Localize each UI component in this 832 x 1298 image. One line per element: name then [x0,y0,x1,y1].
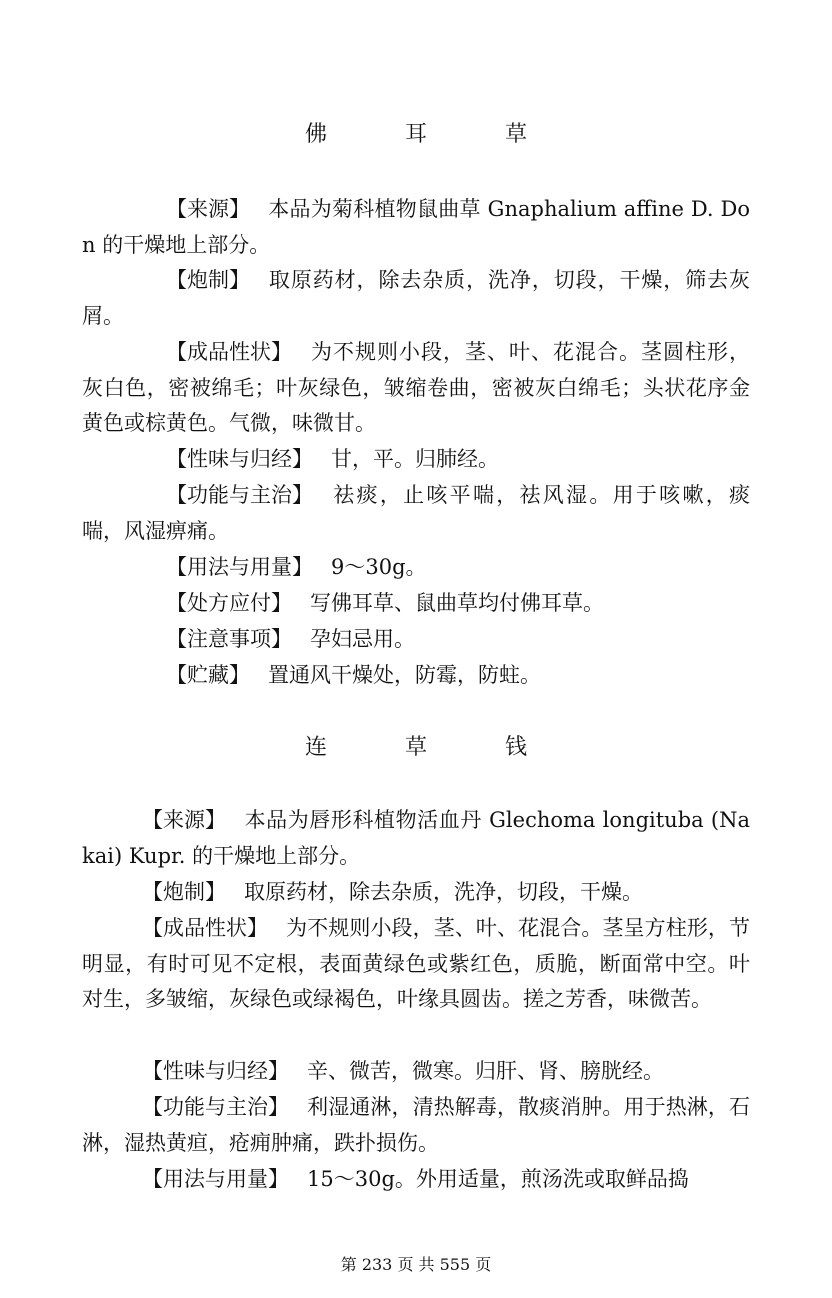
section-text: 祛痰，止咳平喘，祛风湿。用于咳嗽，痰喘，风湿痹痛。 [82,483,750,543]
section-text: 辛、微苦，微寒。归肝、肾、膀胱经。 [307,1059,664,1083]
section-text: 9～30g。 [331,555,427,579]
entry-title: 佛 耳 草 [304,122,555,147]
section-label: 【贮藏】 [166,663,250,687]
section-text: 本品为唇形科植物活血丹 Glechoma longituba (Nakai) Kupr. 的干燥地上部分。 [82,808,750,868]
page-footer: 第 233 页 共 555 页 [340,1255,492,1274]
entry-paragraph [82,911,750,1018]
entry-paragraph [82,586,750,622]
entry-paragraph [82,658,750,694]
section-text: 本品为菊科植物鼠曲草 Gnaphalium affine D. Don 的干燥地上部分。 [82,197,750,257]
section-label: 【性味与归经】 [142,1059,289,1083]
entry-paragraph [82,622,750,658]
entry-paragraph [82,550,750,586]
section-text: 利湿通淋，清热解毒，散痰消肿。用于热淋，石淋，湿热黄疸，疮痈肿痛，跌扑损伤。 [82,1095,750,1155]
entry-paragraph [82,478,750,549]
section-text: 置通风干燥处，防霉，防蛀。 [268,663,541,687]
entry-paragraph [82,192,750,263]
entry-paragraph [82,335,750,442]
entry-paragraph [82,1090,750,1161]
section-label: 【功能与主治】 [166,483,313,507]
section-text: 为不规则小段，茎、叶、花混合。茎圆柱形，灰白色，密被绵毛；叶灰绿色，皱缩卷曲，密被灰白绵毛；头状花序金黄色或棕黄色。气微，味微甘。 [82,340,750,435]
section-label: 【炮制】 [166,268,250,292]
entry-paragraph [82,442,750,478]
section-text: 取原药材，除去杂质，洗净，切段，干燥，筛去灰屑。 [82,268,750,328]
section-label: 【用法与用量】 [166,555,313,579]
section-label: 【来源】 [166,197,250,221]
section-label: 【性味与归经】 [166,447,313,471]
section-text: 写佛耳草、鼠曲草均付佛耳草。 [310,591,604,615]
entry-paragraph [82,1054,750,1090]
section-label: 【炮制】 [142,880,226,904]
section-label: 【成品性状】 [142,916,268,940]
section-text: 取原药材，除去杂质，洗净，切段，干燥。 [244,880,643,904]
section-label: 【处方应付】 [166,591,292,615]
entry-paragraph [82,1162,750,1198]
section-text: 为不规则小段，茎、叶、花混合。茎呈方柱形，节明显，有时可见不定根，表面黄绿色或紫红色，质脆，断面常中空。叶对生，多皱缩，灰绿色或绿褐色，叶缘具圆齿。搓之芳香，味微苦。 [82,916,750,1011]
entry-paragraph [82,875,750,911]
entry-paragraph [82,803,750,874]
entry-title: 连 草 钱 [304,735,555,760]
section-label: 【注意事项】 [166,627,292,651]
section-text: 孕妇忌用。 [310,627,415,651]
section-label: 【用法与用量】 [142,1167,289,1191]
entry-paragraph [82,263,750,334]
section-label: 【来源】 [142,808,226,832]
section-label: 【功能与主治】 [142,1095,289,1119]
section-label: 【成品性状】 [166,340,292,364]
section-text: 15～30g。外用适量，煎汤洗或取鲜品捣 [307,1167,689,1191]
section-text: 甘，平。归肺经。 [331,447,499,471]
